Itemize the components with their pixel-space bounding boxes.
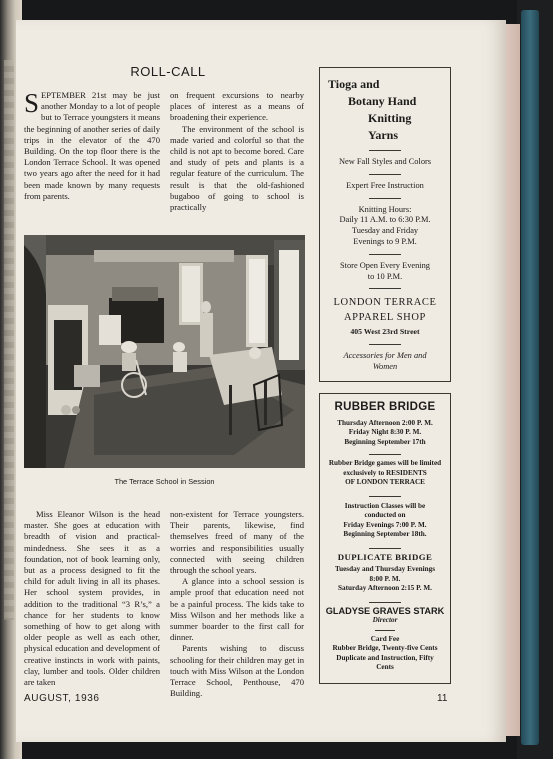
fee-line: Duplicate and Instruction, Fifty <box>336 653 434 662</box>
fee-title: Card Fee <box>370 634 400 643</box>
residents-note: Rubber Bridge games will be limited exclusively to RESIDENTS <box>328 459 442 477</box>
article-column-1 <box>24 90 160 202</box>
paragraph: on frequent excursions to nearby places of interest as a means of broadening their experience. <box>170 90 304 123</box>
paragraph <box>24 90 160 202</box>
residents-note: OF LONDON TERRACE <box>345 478 425 486</box>
divider <box>369 174 401 175</box>
shop-name-line: APPAREL SHOP <box>344 312 426 324</box>
ad-hours-line: Evenings to 9 P.M. <box>353 236 417 246</box>
duplicate-line: Saturday Afternoon 2:15 P. M. <box>338 584 432 592</box>
yarn-shop-advertisement <box>319 67 451 382</box>
drop-cap: S <box>24 88 40 118</box>
divider <box>369 496 401 497</box>
ad-tagline: Women <box>372 361 398 371</box>
paragraph: The environment of the school is made varied and colorful so that the child is not apt to become bored. Care and study of pets and plants is a regular feature of the curriculum. The result is that the old-fashioned bugaboo of going to school is practically <box>170 123 304 213</box>
classroom-photo-image <box>24 235 305 468</box>
director-name: GLADYSE GRAVES STARK <box>325 605 445 616</box>
divider <box>369 198 401 199</box>
fee-line: Cents <box>376 663 394 671</box>
duplicate-line: Tuesday and Thursday Evenings <box>334 565 436 573</box>
paragraph: Parents wishing to discuss schooling for their children may get in touch with Miss Wilson at the London Terrace School, Penthouse, 470 Building. <box>170 643 304 699</box>
divider <box>369 454 401 455</box>
ad-styles: New Fall Styles and Colors <box>338 157 432 166</box>
article-column-3 <box>24 509 160 688</box>
class-line: conducted on <box>364 511 406 519</box>
bridge-advertisement <box>319 393 451 684</box>
rubber-bridge-title: RUBBER BRIDGE <box>334 401 436 413</box>
ad-open-line: to 10 P.M. <box>367 271 403 281</box>
divider <box>369 548 401 549</box>
duplicate-bridge-title: DUPLICATE BRIDGE <box>337 551 433 562</box>
ad-open-line: Store Open Every Evening <box>339 260 430 270</box>
paragraph-text: EPTEMBER 21st may be just another Monday to a lot of people but to Terrace youngsters it means the beginning of another series of daily trips in the elevator of the 470 Building. On the top floor there is the London Terrace School. It was opened two years ago after the need for it had been made known by many requests from parents. <box>24 90 160 201</box>
ad-instruction: Expert Free Instruction <box>346 180 424 190</box>
ad-headline-line: Tioga and <box>328 77 380 91</box>
ad-headline-line: Knitting Yarns <box>368 111 412 142</box>
divider <box>369 288 401 289</box>
article-title: ROLL-CALL <box>130 64 206 79</box>
paragraph: non-existent for Terrace youngsters. Their parents, likewise, find themselves freed of many of the worries and responsibilities usually connected with seeing children through the school years. <box>170 509 304 576</box>
fee-line: Rubber Bridge, Twenty-five Cents <box>332 644 438 652</box>
class-line: Beginning September 18th. <box>343 530 427 538</box>
class-line: Instruction Classes will be <box>344 501 426 510</box>
divider <box>369 150 401 151</box>
cover-board <box>521 10 539 745</box>
paragraph: Miss Eleanor Wilson is the head master. She goes at education with breadth of vision and practical-mindedness. She sees it as a foundation, not of book learning only, but as a process designed to fit the child for adult living in all its phases. Her school system provides, in addition to the traditional “3 R’s,” a chance for her students to know something of how to get along with older people as well as each other, physical education and development of creative instincts in work with paints, clay, lumber and tools. Older children are taken <box>24 509 160 688</box>
shop-name-line: LONDON TERRACE <box>333 297 437 309</box>
schedule-line: Thursday Afternoon 2:00 P. M. <box>337 418 433 427</box>
divider <box>375 630 395 631</box>
shop-address: 405 West 23rd Street <box>350 327 420 337</box>
divider <box>369 344 401 345</box>
ad-hours-title: Knitting Hours: <box>358 204 412 214</box>
class-line: Friday Evenings 7:00 P. M. <box>343 520 427 529</box>
ad-hours-line: Tuesday and Friday <box>351 226 419 236</box>
school-photo <box>24 235 305 468</box>
ad-hours-line: Daily 11 A.M. to 6:30 P.M. <box>339 215 431 225</box>
duplicate-line: 8:00 P. M. <box>369 574 401 583</box>
ad-tagline: Accessories for Men and <box>343 351 427 361</box>
article-column-4 <box>170 509 304 699</box>
ad-headline <box>320 76 450 144</box>
divider <box>369 254 401 255</box>
schedule-line: Beginning September 17th <box>344 437 426 446</box>
paragraph: A glance into a school session is ample proof that education need not be a painful process. The kids take to Miss Wilson and her methods like a summer boarder to the first call for dinner. <box>170 576 304 643</box>
page-number: 11 <box>437 693 448 704</box>
ad-headline-line: Botany Hand <box>348 94 417 108</box>
director-role: Director <box>372 616 398 624</box>
article-column-2 <box>170 90 304 213</box>
divider <box>369 602 401 603</box>
photo-caption: The Terrace School in Session <box>114 477 215 486</box>
issue-date: AUGUST, 1936 <box>24 693 100 704</box>
binding-strip <box>4 60 14 620</box>
schedule-line: Friday Night 8:30 P. M. <box>348 428 422 436</box>
